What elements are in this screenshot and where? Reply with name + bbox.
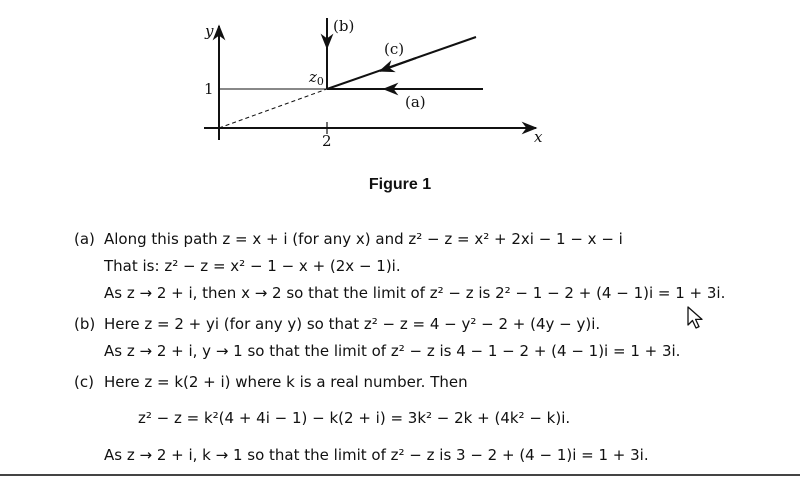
part-a-line-3: As z → 2 + i, then x → 2 so that the limit of z² − z is 2² − 1 − 2 + (4 − 1)i = 1 + 3i. bbox=[104, 284, 726, 302]
path-a-label: (a) bbox=[405, 93, 426, 111]
part-c-line-1: Here z = k(2 + i) where k is a real number. Then bbox=[104, 373, 468, 391]
part-a-line-1: Along this path z = x + i (for any x) and z² − z = x² + 2xi − 1 − x − i bbox=[104, 230, 623, 248]
part-c-line-2: z² − z = k²(4 + 4i − 1) − k(2 + i) = 3k² − 2k + (4k² − k)i. bbox=[138, 409, 571, 427]
x-tick-label: 2 bbox=[322, 132, 332, 150]
path-b-label: (b) bbox=[333, 17, 355, 35]
dashed-ray bbox=[219, 89, 327, 128]
path-c-label: (c) bbox=[384, 40, 405, 58]
part-a-label: (a) bbox=[74, 230, 95, 248]
part-b-label: (b) bbox=[74, 315, 96, 333]
part-a-line-2: That is: z² − z = x² − 1 − x + (2x − 1)i. bbox=[104, 257, 401, 275]
part-b-line-1: Here z = 2 + yi (for any y) so that z² − z = 4 − y² − 2 + (4y − y)i. bbox=[104, 315, 601, 333]
part-c-label: (c) bbox=[74, 373, 94, 391]
point-z0-label: $z_0$ bbox=[309, 68, 324, 88]
path-c-arrow bbox=[380, 58, 416, 71]
figure-1-diagram bbox=[0, 0, 800, 172]
x-axis-label: x bbox=[534, 128, 543, 146]
figure-caption: Figure 1 bbox=[368, 176, 432, 193]
part-c-line-3: As z → 2 + i, k → 1 so that the limit of z² − z is 3 − 2 + (4 − 1)i = 1 + 3i. bbox=[104, 446, 649, 464]
page-bottom-rule bbox=[0, 474, 800, 476]
part-b-line-2: As z → 2 + i, y → 1 so that the limit of z² − z is 4 − 1 − 2 + (4 − 1)i = 1 + 3i. bbox=[104, 342, 681, 360]
y-tick-label: 1 bbox=[204, 80, 214, 98]
mouse-cursor-icon bbox=[686, 305, 706, 331]
y-axis-label: y bbox=[205, 22, 214, 40]
